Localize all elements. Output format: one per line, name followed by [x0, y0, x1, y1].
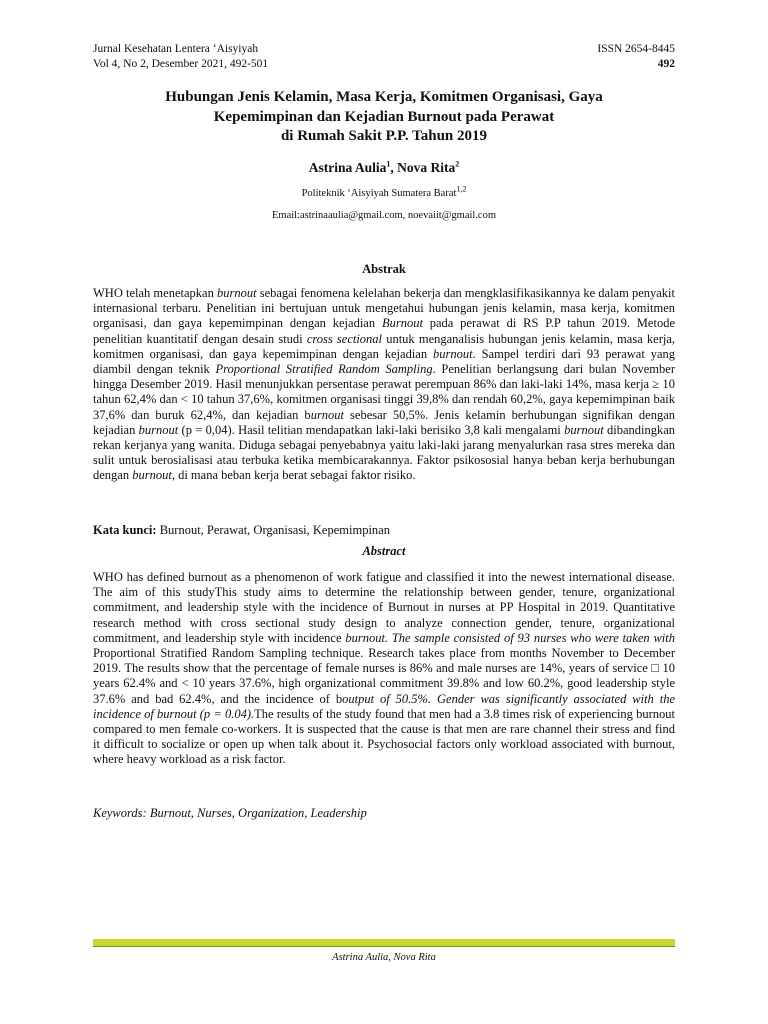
- footer-rule-shadow: [93, 946, 675, 947]
- abstrak-body: [93, 286, 675, 484]
- italic-run: burnout,: [132, 468, 175, 483]
- text-run: (p = 0,04). Hasil telitian mendapatkan laki-laki berisiko 3,8 kali mengalami: [178, 422, 565, 437]
- title-line: Hubungan Jenis Kelamin, Masa Kerja, Komitmen Organisasi, Gaya: [165, 89, 603, 105]
- journal-volume: Vol 4, No 2, Desember 2021, 492-501: [93, 58, 269, 70]
- affiliation: [93, 184, 675, 199]
- issn: ISSN 2654-8445: [597, 43, 675, 55]
- italic-run: burnout: [433, 346, 473, 361]
- author-name: Astrina Aulia: [308, 160, 387, 175]
- italic-run: burnout: [216, 286, 257, 300]
- keywords: Keywords: Burnout, Nurses, Organization, Leadership: [93, 806, 367, 820]
- text-run: sebagai fenomena kelelahan bekerja dan mengklasifikasikannya ke dalam penyakit internasional terbaru. Penelitian ini bertujuan untuk mengetahui hubungan jenis kelamin, masa kerja, komitmen organisasi, dan gaya kepemimpinan dengan kejadian: [93, 286, 675, 331]
- italic-run: cross sectional: [306, 331, 383, 346]
- text-run: . Sampel terdiri dari 93 perawat yang diambil dengan teknik: [93, 346, 675, 377]
- text-run: . Penelitian berlangsung dari bulan November hingga Desember 2019. Hasil menunjukkan persentase perawat perempuan 86% dan laki-laki 14%, masa kerja ≥ 10 tahun 62,4% dan < 10 tahun 37,6%, komitmen organisasi tinggi 39,8% dan rendah 60,2%, gaya kepemimpinan baik 37,6% dan buruk 62,4%, dan kejadian b: [93, 362, 675, 422]
- text-run: untuk menganalisis hubungan jenis kelamin, masa kerja, komitmen organisasi, dan gaya kepemimpinan dengan kejadian: [93, 331, 676, 361]
- footer-authors: Astrina Aulia, Nova Rita: [332, 952, 436, 963]
- text-run: pada perawat di RS P.P tahun 2019. Metode penelitian kuantitatif dengan desain studi: [93, 316, 675, 346]
- journal-name: Jurnal Kesehatan Lentera ‘Aisyiyah: [93, 43, 259, 55]
- affiliation-name: Politeknik ‘Aisyiyah Sumatera Barat: [301, 188, 457, 199]
- issn-info: [597, 42, 675, 72]
- abstract-body: [93, 570, 675, 768]
- abstrak-heading: Abstrak: [362, 262, 406, 276]
- author-affil-marker: 1: [386, 159, 391, 169]
- text-run: dibandingkan rekan kerjanya yang wanita. Diduga sebagai penyebabnya yaitu laki-laki jarang menyalurkan rasa stres mereka dan sulit untuk berosialisasi atau terbuka ketika membicarakannya. Faktor psikososial hanya beban kerja berhubungan dengan: [93, 422, 676, 483]
- text-run: WHO telah menetapkan: [93, 286, 217, 300]
- author-affil-marker: 2: [455, 159, 460, 169]
- italic-run: burnout. The sample consisted of 93 nurses who were taken with: [345, 630, 675, 645]
- kata-kunci: [93, 523, 675, 538]
- paper-title: [93, 88, 675, 147]
- abstract-heading: Abstract: [362, 544, 406, 558]
- italic-run: urnout: [310, 407, 345, 422]
- italic-run: Proportional Stratified Random Sampling: [215, 362, 433, 377]
- text-run: Proportional Stratified Random Sampling technique. Research takes place from months November to December 2019. The results show that the percentage of female nurses is 86% and male nurses are 14%, years of service □ 10 years 62.4% and < 10 years 37.6%, high organizational commitment 39.8% and low 60.2%, good leadership style 37.6% and bad 62.4%, and the incidence of b: [93, 646, 675, 706]
- authors: [93, 160, 675, 176]
- title-line: di Rumah Sakit P.P. Tahun 2019: [280, 128, 488, 144]
- footer-rule: [93, 939, 675, 946]
- journal-info: [93, 42, 268, 72]
- text-run: sebesar 50,5%. Jenis kelamin berhubungan signifikan dengan kejadian: [93, 407, 675, 437]
- page-number: 492: [657, 58, 675, 70]
- italic-run: Burnout: [381, 316, 423, 331]
- italic-run: output of 50.5%. Gender was significantly associated with the incidence of burnout (p = 0.04).: [93, 691, 675, 721]
- author-name: Nova Rita: [397, 160, 456, 175]
- text-run: di mana beban kerja berat sebagai faktor risiko.: [174, 468, 416, 483]
- author-email: Email:astrinaaulia@gmail.com, noevaiit@gmail.com: [271, 210, 497, 221]
- text-run: The results of the study found that men had a 3.8 times risk of experiencing burnout compared to men female co-workers. It is suspected that the cause is that men are rare channel their stress and find it difficult to socialize or open up when talk about it. Psychosocial factors only workload associated with burnout, where heavy workload as a risk factor.: [93, 706, 676, 767]
- author-separator: ,: [390, 160, 398, 175]
- kata-kunci-value: Burnout, Perawat, Organisasi, Kepemimpinan: [156, 523, 390, 537]
- title-line: Kepemimpinan dan Kejadian Burnout pada Perawat: [213, 108, 555, 125]
- text-run: WHO has defined burnout as a phenomenon of work fatigue and classified it into the newest international disease. The aim of this studyThis study aims to determine the relationship between gender, tenure, organizational commitment, and leadership style with the incidence of Burnout in nurses at PP Hospital in 2019. Quantitative research method with cross sectional study design to analyze connection gender, tenure, organizational commitment, and leadership style with incidence: [93, 570, 675, 645]
- kata-kunci-label: Kata kunci:: [93, 523, 157, 537]
- italic-run: burnout: [138, 422, 179, 437]
- italic-run: burnout: [564, 422, 604, 437]
- affiliation-marker: 1,2: [456, 184, 467, 194]
